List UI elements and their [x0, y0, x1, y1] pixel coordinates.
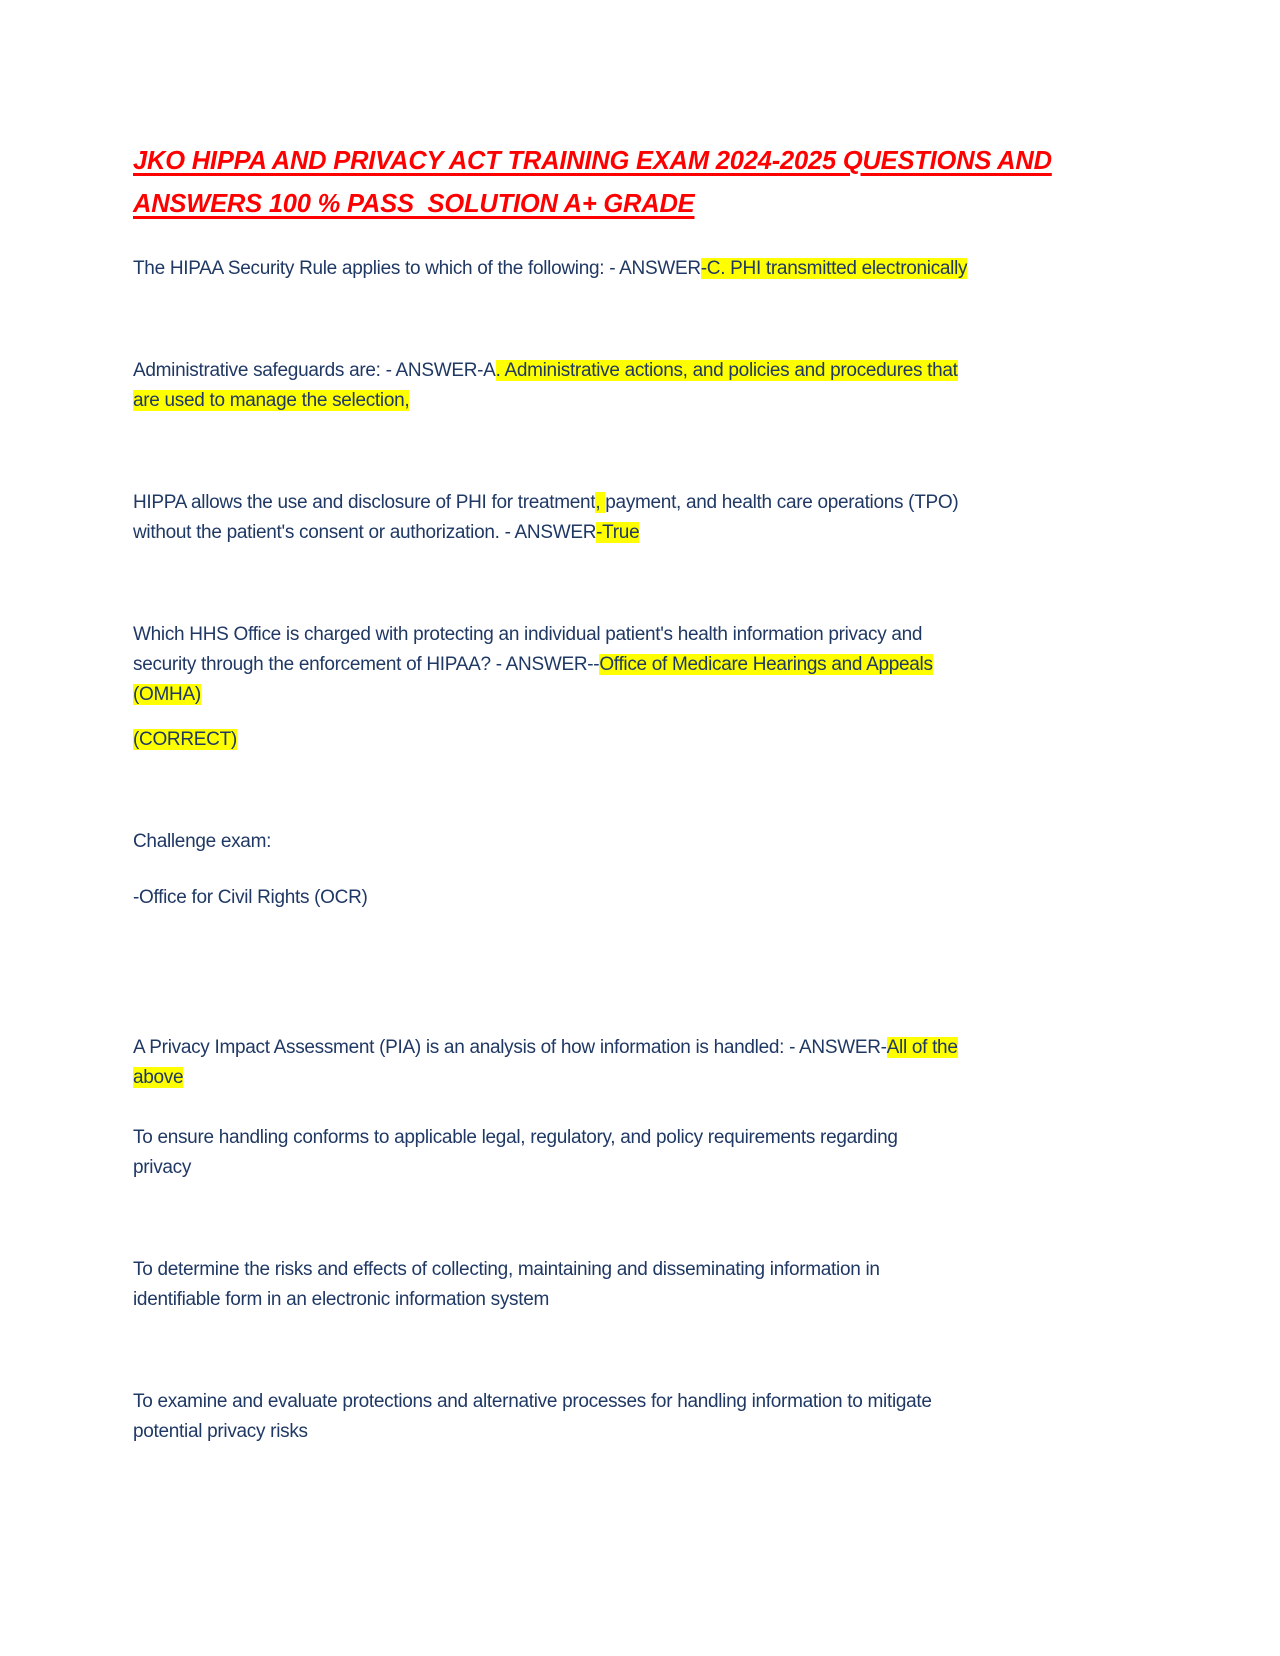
answer-highlight: (OMHA): [133, 684, 201, 705]
correct-highlight: (CORRECT): [133, 729, 237, 750]
text-line: [133, 254, 1100, 284]
question-text: Which HHS Office is charged with protecting an individual patient's health information privacy and: [133, 624, 923, 645]
answer-highlight: above: [133, 1067, 184, 1088]
question-text: HIPPA allows the use and disclosure of PHI for treatment: [133, 492, 596, 513]
ocr-note: [133, 883, 1100, 913]
answer-highlight: Office of Medicare Hearings and Appeals: [599, 654, 933, 675]
pia-option-examine: [133, 1387, 1100, 1447]
qa-pia: [133, 1033, 1100, 1093]
text-line: [133, 1285, 1100, 1315]
text-line: [133, 1063, 1100, 1093]
qa-admin-safeguards: [133, 356, 1100, 416]
correct-note: [133, 725, 1100, 755]
question-text: The HIPAA Security Rule applies to which of the following: - ANSWER: [133, 258, 701, 279]
text-line: [133, 1153, 1100, 1183]
title-line-2: ANSWERS 100 % PASS SOLUTION A+ GRADE: [133, 190, 695, 218]
document-title: [133, 140, 1100, 226]
option-text: identifiable form in an electronic information system: [133, 1289, 550, 1310]
question-text: security through the enforcement of HIPAA? - ANSWER--: [133, 654, 600, 675]
text-line: [133, 1417, 1100, 1447]
text-line: [133, 1255, 1100, 1285]
label-text: -Office for Civil Rights (OCR): [133, 887, 368, 908]
option-text: potential privacy risks: [133, 1421, 308, 1442]
pia-option-ensure: [133, 1123, 1100, 1183]
text-line: [133, 883, 1100, 913]
answer-highlight: . Administrative actions, and policies and procedures that: [495, 360, 958, 381]
question-text: without the patient's consent or authorization. - ANSWER: [133, 522, 597, 543]
answer-highlight: are used to manage the selection,: [133, 390, 410, 411]
option-text: To ensure handling conforms to applicable legal, regulatory, and policy requirements regarding: [133, 1127, 898, 1148]
text-line: [133, 620, 1100, 650]
text-line: [133, 1123, 1100, 1153]
qa-hhs-office: [133, 620, 1100, 710]
option-text: To determine the risks and effects of collecting, maintaining and disseminating information in: [133, 1259, 880, 1280]
text-line: [133, 386, 1100, 416]
text-line: [133, 725, 1100, 755]
text-line: [133, 680, 1100, 710]
text-line: [133, 650, 1100, 680]
option-text: privacy: [133, 1157, 192, 1178]
comma-highlight: ,: [595, 492, 606, 513]
text-line: [133, 827, 1100, 857]
answer-highlight: -C. PHI transmitted electronically: [700, 258, 968, 279]
qa-security-rule: [133, 254, 1100, 284]
text-line: [133, 518, 1100, 548]
option-text: To examine and evaluate protections and alternative processes for handling information to mitigate: [133, 1391, 932, 1412]
pia-option-determine: [133, 1255, 1100, 1315]
answer-highlight: -True: [596, 522, 640, 543]
answer-highlight: All of the: [886, 1037, 958, 1058]
text-line: [133, 1033, 1100, 1063]
text-line: [133, 1387, 1100, 1417]
text-line: [133, 488, 1100, 518]
challenge-exam-label: [133, 827, 1100, 857]
question-text: Administrative safeguards are: - ANSWER-A: [133, 360, 496, 381]
qa-tpo: [133, 488, 1100, 548]
title-line-1: JKO HIPPA AND PRIVACY ACT TRAINING EXAM 2024-2025 QUESTIONS AND: [133, 147, 1052, 175]
label-text: Challenge exam:: [133, 831, 272, 852]
question-text: payment, and health care operations (TPO): [605, 492, 959, 513]
text-line: [133, 356, 1100, 386]
question-text: A Privacy Impact Assessment (PIA) is an analysis of how information is handled: - ANSWER-: [133, 1037, 887, 1058]
